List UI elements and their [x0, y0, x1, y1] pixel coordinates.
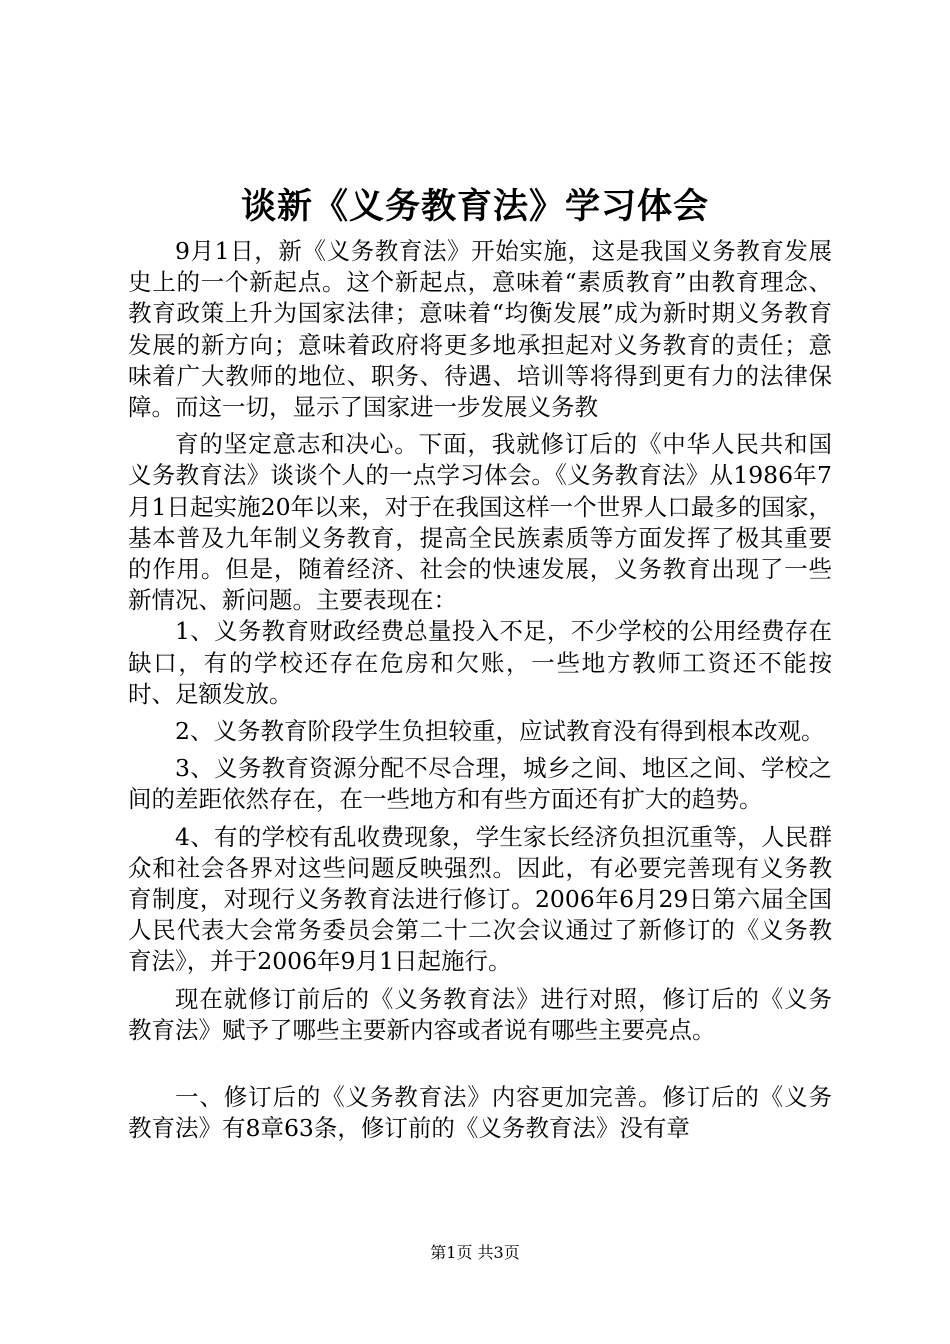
document-title: 谈新《义务教育法》学习体会	[240, 187, 709, 227]
paragraph: 育的坚定意志和决心。下面，我就修订后的《中华人民共和国义务教育法》谈谈个人的一点学习体会。《义务教育法》从1986年7月1日起实施20年以来，对于在我国这样一个世界人口最多的国家，基本普及九年制义务教育，提高全民族素质等方面发挥了极其重要的作用。但是，随着经济、社会的快速发展，义务教育出现了一些新情况、新问题。主要表现在：	[128, 430, 832, 615]
page-footer: 第1页 共3页	[430, 1243, 520, 1262]
document-body	[128, 236, 832, 1144]
list-item: 2、义务教育阶段学生负担较重，应试教育没有得到根本改观。	[175, 717, 825, 746]
paragraph: 一、修订后的《义务教育法》内容更加完善。修订后的《义务教育法》有8章63条，修订前的《义务教育法》没有章	[128, 1083, 832, 1143]
list-item: 1、义务教育财政经费总量投入不足，不少学校的公用经费存在缺口，有的学校还存在危房和欠账，一些地方教师工资还不能按时、足额发放。	[128, 617, 832, 708]
list-item: 4、有的学校有乱收费现象，学生家长经济负担沉重等，人民群众和社会各界对这些问题反映强烈。因此，有必要完善现有义务教育制度，对现行义务教育法进行修订。2006年6月29日第六届全国人民代表大会常务委员会第二十二次会议通过了新修订的《义务教育法》，并于2006年9月1日起施行。	[128, 822, 832, 976]
list-item: 3、义务教育资源分配不尽合理，城乡之间、地区之间、学校之间的差距依然存在，在一些地方和有些方面还有扩大的趋势。	[128, 754, 832, 814]
paragraph: 9月1日，新《义务教育法》开始实施，这是我国义务教育发展史上的一个新起点。这个新起点，意味着“素质教育”由教育理念、教育政策上升为国家法律；意味着“均衡发展”成为新时期义务教育发展的新方向；意味着政府将更多地承担起对义务教育的责任；意味着广大教师的地位、职务、待遇、培训等将得到更有力的法律保障。而这一切，显示了国家进一步发展义务教	[128, 237, 832, 422]
paragraph: 现在就修订前后的《义务教育法》进行对照，修订后的《义务教育法》赋予了哪些主要新内容或者说有哪些主要亮点。	[128, 984, 832, 1044]
